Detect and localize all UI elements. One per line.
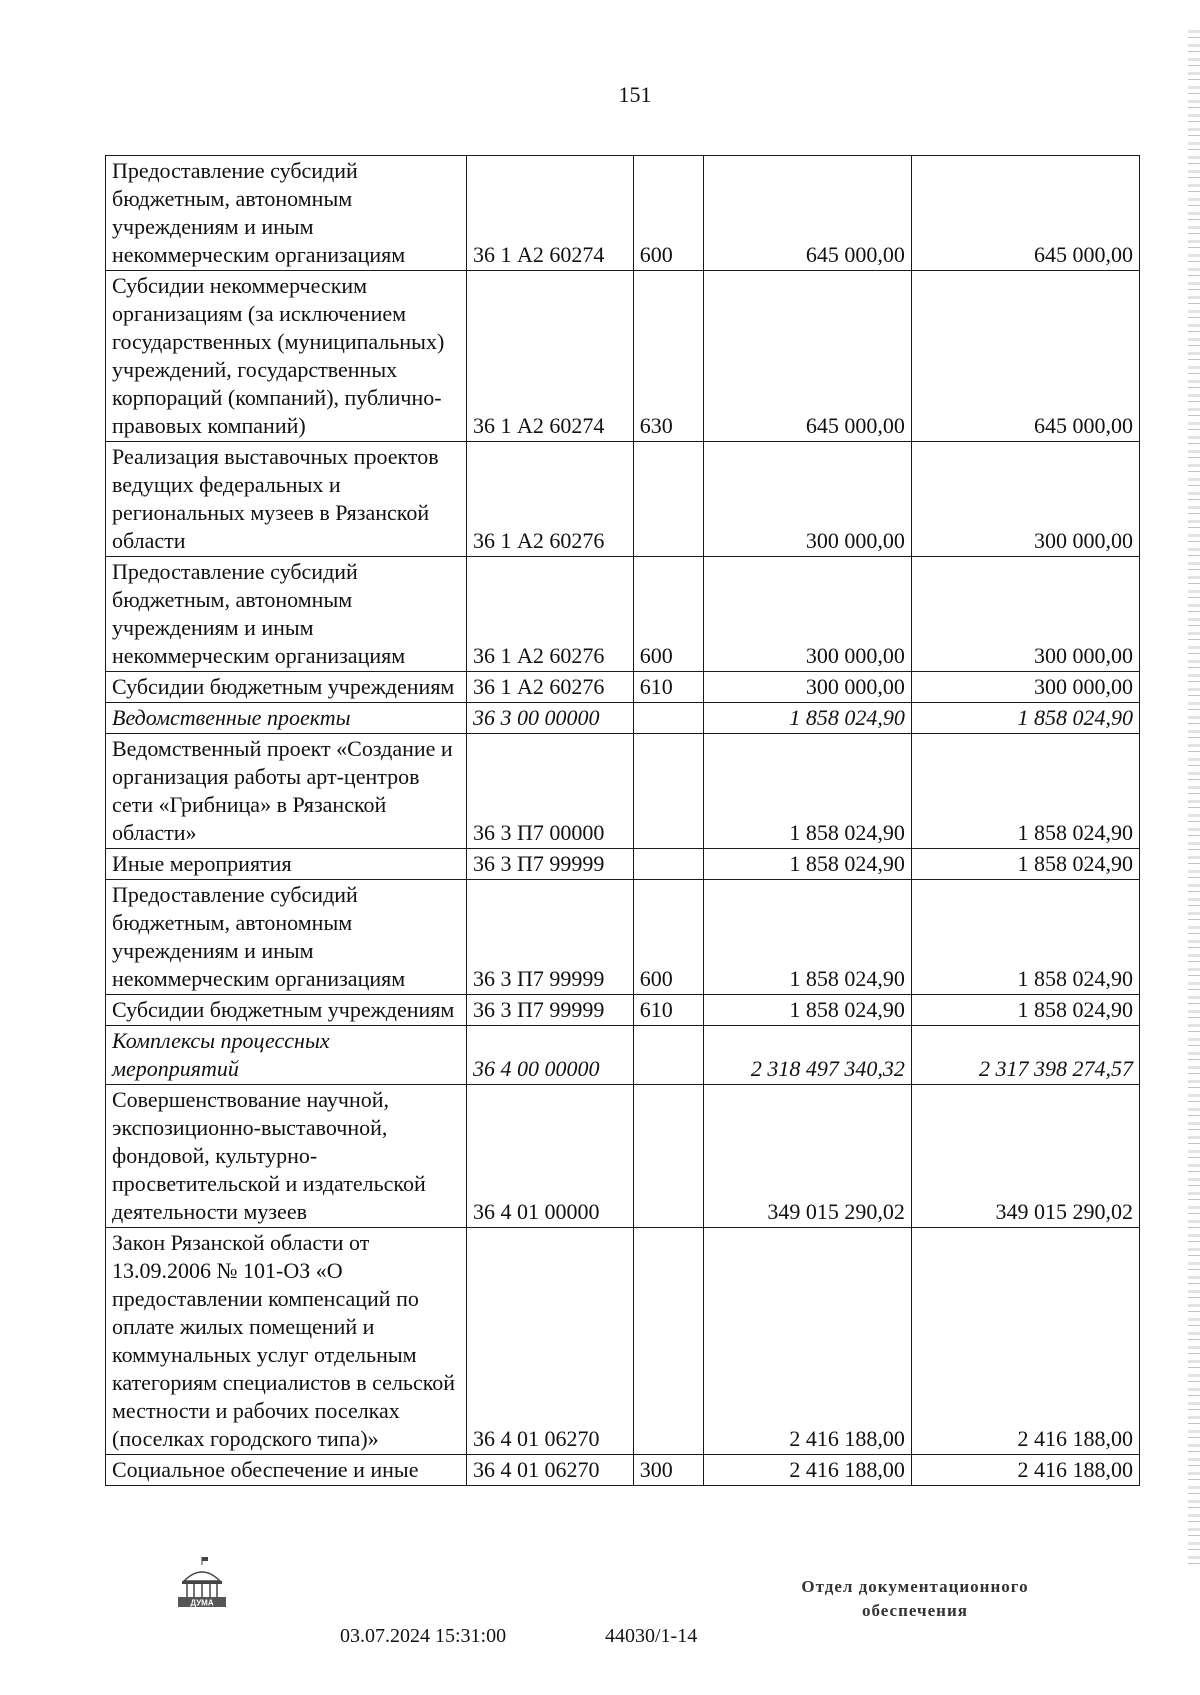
stamp-line-2: обеспечения — [862, 1601, 968, 1620]
row-name: Предоставление субсидий бюджетным, автономным учреждениям и иным некоммерческим организациям — [106, 156, 467, 271]
row-name: Иные мероприятия — [106, 849, 467, 880]
row-code: 36 4 00 00000 — [467, 1026, 634, 1085]
scan-edge-strip — [1188, 30, 1200, 1570]
row-amount-2: 300 000,00 — [911, 442, 1139, 557]
table-row — [106, 442, 1140, 557]
row-code: 36 1 А2 60276 — [467, 557, 634, 672]
table-row — [106, 271, 1140, 442]
table-row — [106, 1455, 1140, 1486]
row-type: 630 — [633, 271, 704, 442]
logo-text: ДУМА — [190, 1598, 214, 1608]
row-amount-1: 645 000,00 — [704, 271, 912, 442]
row-amount-2: 300 000,00 — [911, 672, 1139, 703]
table-row — [106, 557, 1140, 672]
row-type — [633, 442, 704, 557]
row-amount-1: 2 416 188,00 — [704, 1228, 912, 1455]
row-type — [633, 1228, 704, 1455]
table-row — [106, 672, 1140, 703]
footer-doc-number: 44030/1-14 — [605, 1625, 698, 1647]
row-code: 36 4 01 00000 — [467, 1085, 634, 1228]
row-amount-1: 300 000,00 — [704, 442, 912, 557]
row-type: 600 — [633, 880, 704, 995]
row-name: Ведомственные проекты — [106, 703, 467, 734]
row-amount-2: 2 416 188,00 — [911, 1228, 1139, 1455]
row-type: 600 — [633, 557, 704, 672]
table-row — [106, 849, 1140, 880]
row-name: Социальное обеспечение и иные — [106, 1455, 467, 1486]
row-amount-2: 2 317 398 274,57 — [911, 1026, 1139, 1085]
row-amount-2: 1 858 024,90 — [911, 734, 1139, 849]
row-code: 36 4 01 06270 — [467, 1455, 634, 1486]
row-amount-1: 300 000,00 — [704, 557, 912, 672]
row-name: Предоставление субсидий бюджетным, автономным учреждениям и иным некоммерческим организациям — [106, 880, 467, 995]
row-amount-2: 1 858 024,90 — [911, 880, 1139, 995]
department-stamp — [780, 1575, 1050, 1623]
row-amount-1: 349 015 290,02 — [704, 1085, 912, 1228]
row-name: Ведомственный проект «Создание и организация работы арт-центров сети «Грибница» в Рязанской области» — [106, 734, 467, 849]
row-amount-1: 1 858 024,90 — [704, 995, 912, 1026]
row-amount-1: 1 858 024,90 — [704, 703, 912, 734]
row-code: 36 3 00 00000 — [467, 703, 634, 734]
budget-table — [105, 155, 1140, 1486]
row-name: Субсидии бюджетным учреждениям — [106, 672, 467, 703]
row-amount-2: 1 858 024,90 — [911, 703, 1139, 734]
row-code: 36 3 П7 99999 — [467, 880, 634, 995]
duma-logo-icon — [172, 1555, 232, 1611]
table-row — [106, 880, 1140, 995]
row-amount-1: 1 858 024,90 — [704, 849, 912, 880]
table-row — [106, 734, 1140, 849]
row-name: Реализация выставочных проектов ведущих федеральных и региональных музеев в Рязанской области — [106, 442, 467, 557]
row-amount-2: 645 000,00 — [911, 156, 1139, 271]
table-row — [106, 156, 1140, 271]
row-name: Предоставление субсидий бюджетным, автономным учреждениям и иным некоммерческим организациям — [106, 557, 467, 672]
table-row — [106, 703, 1140, 734]
row-code: 36 1 А2 60276 — [467, 442, 634, 557]
row-amount-2: 1 858 024,90 — [911, 995, 1139, 1026]
row-amount-1: 2 318 497 340,32 — [704, 1026, 912, 1085]
row-type: 610 — [633, 672, 704, 703]
row-type: 610 — [633, 995, 704, 1026]
row-type — [633, 1026, 704, 1085]
row-type — [633, 1085, 704, 1228]
table-row — [106, 995, 1140, 1026]
row-amount-1: 1 858 024,90 — [704, 734, 912, 849]
row-code: 36 1 А2 60274 — [467, 156, 634, 271]
row-amount-2: 300 000,00 — [911, 557, 1139, 672]
row-code: 36 1 А2 60274 — [467, 271, 634, 442]
row-name: Закон Рязанской области от 13.09.2006 № 101-ОЗ «О предоставлении компенсаций по оплате жилых помещений и коммунальных услуг отдельным категориям специалистов в сельской местности и рабочих поселках (поселках городского типа)» — [106, 1228, 467, 1455]
row-amount-2: 349 015 290,02 — [911, 1085, 1139, 1228]
row-type: 600 — [633, 156, 704, 271]
row-amount-2: 645 000,00 — [911, 271, 1139, 442]
row-code: 36 3 П7 00000 — [467, 734, 634, 849]
row-amount-1: 2 416 188,00 — [704, 1455, 912, 1486]
row-amount-1: 1 858 024,90 — [704, 880, 912, 995]
row-name: Субсидии некоммерческим организациям (за исключением государственных (муниципальных) учреждений, государственных корпораций (компаний), публично-правовых компаний) — [106, 271, 467, 442]
row-code: 36 4 01 06270 — [467, 1228, 634, 1455]
row-amount-2: 1 858 024,90 — [911, 849, 1139, 880]
row-name: Совершенствование научной, экспозиционно-выставочной, фондовой, культурно-просветительской и издательской деятельности музеев — [106, 1085, 467, 1228]
row-type — [633, 849, 704, 880]
table-row — [106, 1026, 1140, 1085]
table-row — [106, 1085, 1140, 1228]
stamp-line-1: Отдел документационного — [801, 1577, 1029, 1596]
row-amount-1: 645 000,00 — [704, 156, 912, 271]
footer-datetime: 03.07.2024 15:31:00 — [340, 1625, 507, 1647]
row-type: 300 — [633, 1455, 704, 1486]
row-name: Субсидии бюджетным учреждениям — [106, 995, 467, 1026]
row-name: Комплексы процессных мероприятий — [106, 1026, 467, 1085]
row-type — [633, 734, 704, 849]
row-code: 36 3 П7 99999 — [467, 849, 634, 880]
row-code: 36 1 А2 60276 — [467, 672, 634, 703]
row-amount-2: 2 416 188,00 — [911, 1455, 1139, 1486]
row-amount-1: 300 000,00 — [704, 672, 912, 703]
page-number: 151 — [618, 82, 652, 107]
table-row — [106, 1228, 1140, 1455]
row-code: 36 3 П7 99999 — [467, 995, 634, 1026]
row-type — [633, 703, 704, 734]
